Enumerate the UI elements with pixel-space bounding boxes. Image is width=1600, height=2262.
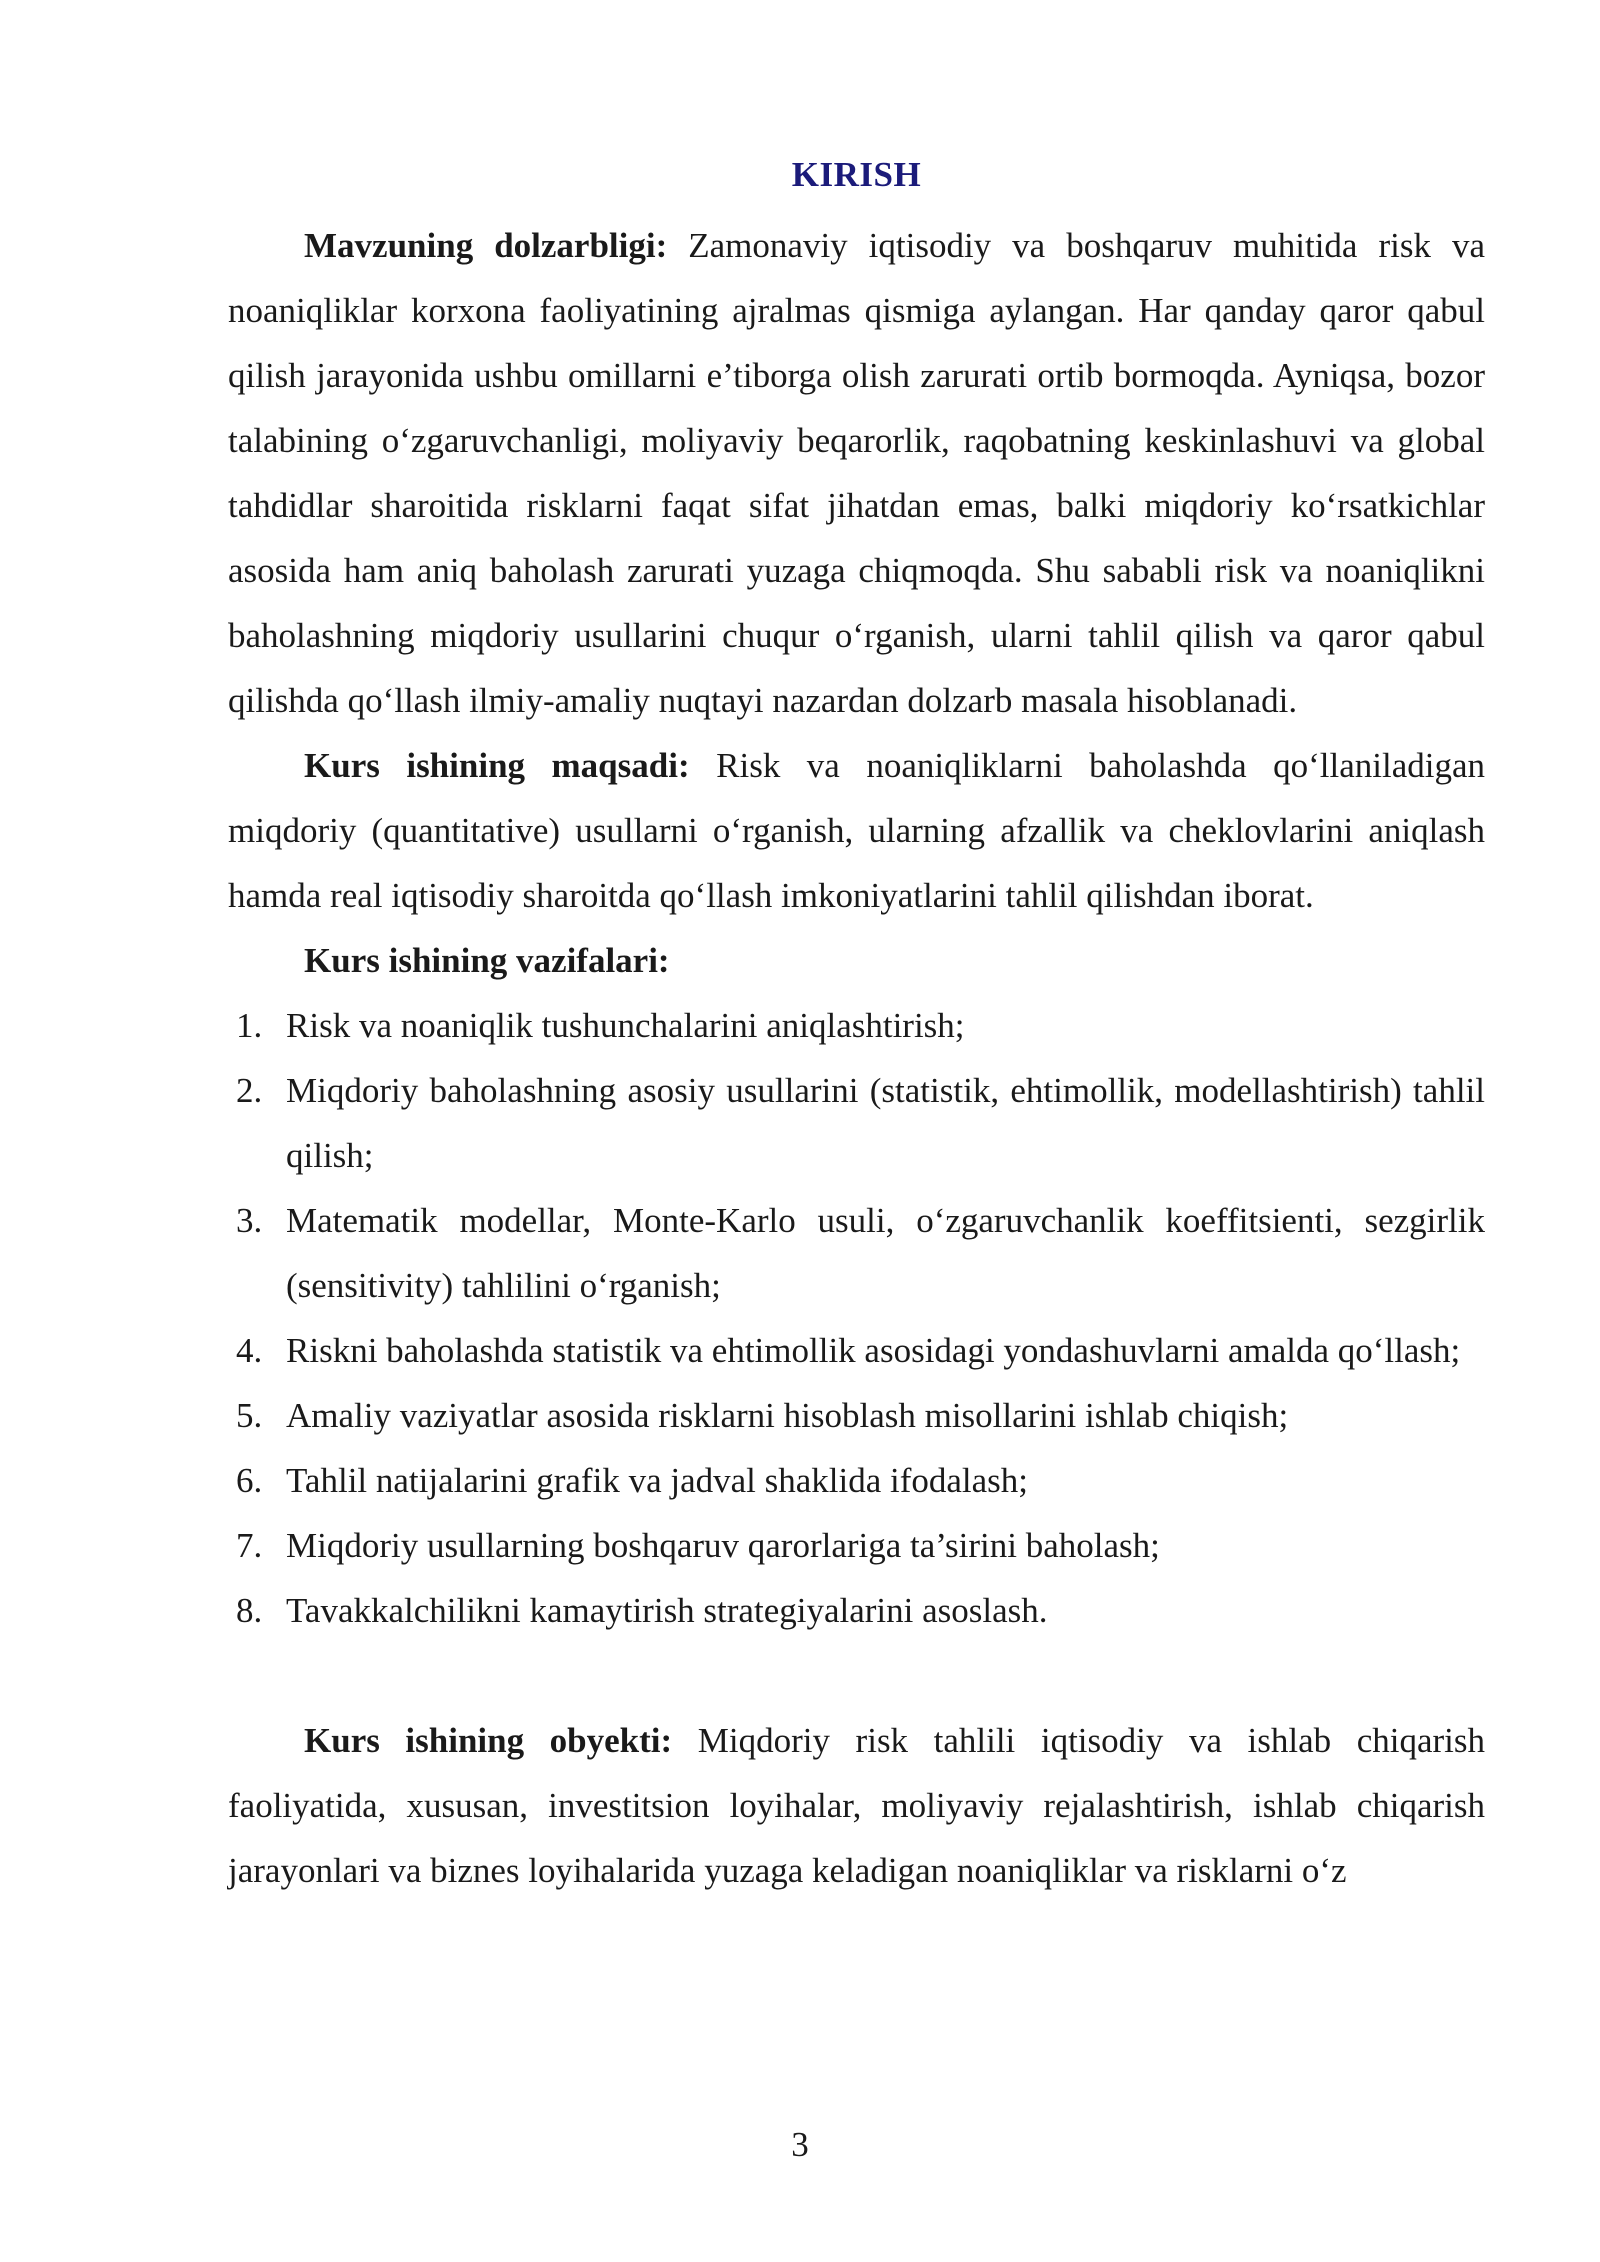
list-item (228, 1318, 1485, 1383)
list-item-text: Miqdoriy usullarning boshqaruv qarorlariga ta’sirini baholash; (286, 1526, 1160, 1565)
list-item-text: Riskni baholashda statistik va ehtimollik asosidagi yondashuvlarni amalda qo‘llash; (286, 1331, 1461, 1370)
list-item-number: 3. (236, 1201, 263, 1240)
list-item-text: Tavakkalchilikni kamaytirish strategiyalarini asoslash. (286, 1591, 1048, 1630)
object-label: Kurs ishining obyekti: (304, 1721, 673, 1760)
list-item-number: 6. (236, 1461, 263, 1500)
list-item-text: Matematik modellar, Monte-Karlo usuli, o‘zgaruvchanlik koeffitsienti, sezgirlik (sensitivity) tahlilini o‘rganish; (286, 1201, 1485, 1305)
list-item (228, 1448, 1485, 1513)
list-item (228, 993, 1485, 1058)
list-item (228, 1188, 1485, 1318)
spacer (228, 1643, 1485, 1708)
list-item (228, 1058, 1485, 1188)
goal-text: Risk va noaniqliklarni baholashda qo‘llaniladigan miqdoriy (quantitative) usullarni o‘rganish, ularning afzallik va cheklovlarini aniqlash hamda real iqtisodiy sharoitda qo‘llash imkoniyatlarini tahlil qilishdan iborat. (228, 746, 1486, 915)
document-page (228, 148, 1485, 1903)
tasks-list (228, 993, 1485, 1643)
goal-paragraph (228, 733, 1485, 928)
relevance-paragraph (228, 213, 1485, 733)
object-text: Miqdoriy risk tahlili iqtisodiy va ishlab chiqarish faoliyatida, xususan, investitsion loyihalar, moliyaviy rejalashtirish, ishlab chiqarish jarayonlari va biznes loyihalarida yuzaga keladigan noaniqliklar va risklarni o‘z (228, 1721, 1486, 1890)
list-item-text: Tahlil natijalarini grafik va jadval shaklida ifodalash; (286, 1461, 1029, 1500)
list-item-number: 5. (236, 1396, 263, 1435)
list-item-number: 4. (236, 1331, 263, 1370)
page-title: KIRISH (791, 155, 922, 194)
list-item-text: Risk va noaniqlik tushunchalarini aniqlashtirish; (286, 1006, 965, 1045)
list-item-number: 2. (236, 1071, 263, 1110)
list-item (228, 1383, 1485, 1448)
list-item-number: 1. (236, 1006, 263, 1045)
list-item (228, 1578, 1485, 1643)
page-number: 3 (791, 2125, 809, 2164)
goal-label: Kurs ishining maqsadi: (304, 746, 690, 785)
list-item-text: Amaliy vaziyatlar asosida risklarni hisoblash misollarini ishlab chiqish; (286, 1396, 1289, 1435)
relevance-text: Zamonaviy iqtisodiy va boshqaruv muhitida risk va noaniqliklar korxona faoliyatining ajralmas qismiga aylangan. Har qanday qaror qabul qilish jarayonida ushbu omillarni e’tiborga olish zarurati ortib bormoqda. Ayniqsa, bozor talabining o‘zgaruvchanligi, moliyaviy beqarorlik, raqobatning keskinlashuvi va global tahdidlar sharoitida risklarni faqat sifat jihatdan emas, balki miqdoriy ko‘rsatkichlar asosida ham aniq baholash zarurati yuzaga chiqmoqda. Shu sababli risk va noaniqlikni baholashning miqdoriy usullarini chuqur o‘rganish, ularni tahlil qilish va qaror qabul qilishda qo‘llash ilmiy-amaliy nuqtayi nazardan dolzarb masala hisoblanadi. (228, 226, 1486, 720)
list-item-number: 8. (236, 1591, 263, 1630)
list-item (228, 1513, 1485, 1578)
tasks-heading: Kurs ishining vazifalari: (304, 941, 670, 980)
relevance-label: Mavzuning dolzarbligi: (304, 226, 668, 265)
object-paragraph (228, 1708, 1485, 1903)
list-item-number: 7. (236, 1526, 263, 1565)
list-item-text: Miqdoriy baholashning asosiy usullarini (statistik, ehtimollik, modellashtirish) tahlil qilish; (286, 1071, 1485, 1175)
